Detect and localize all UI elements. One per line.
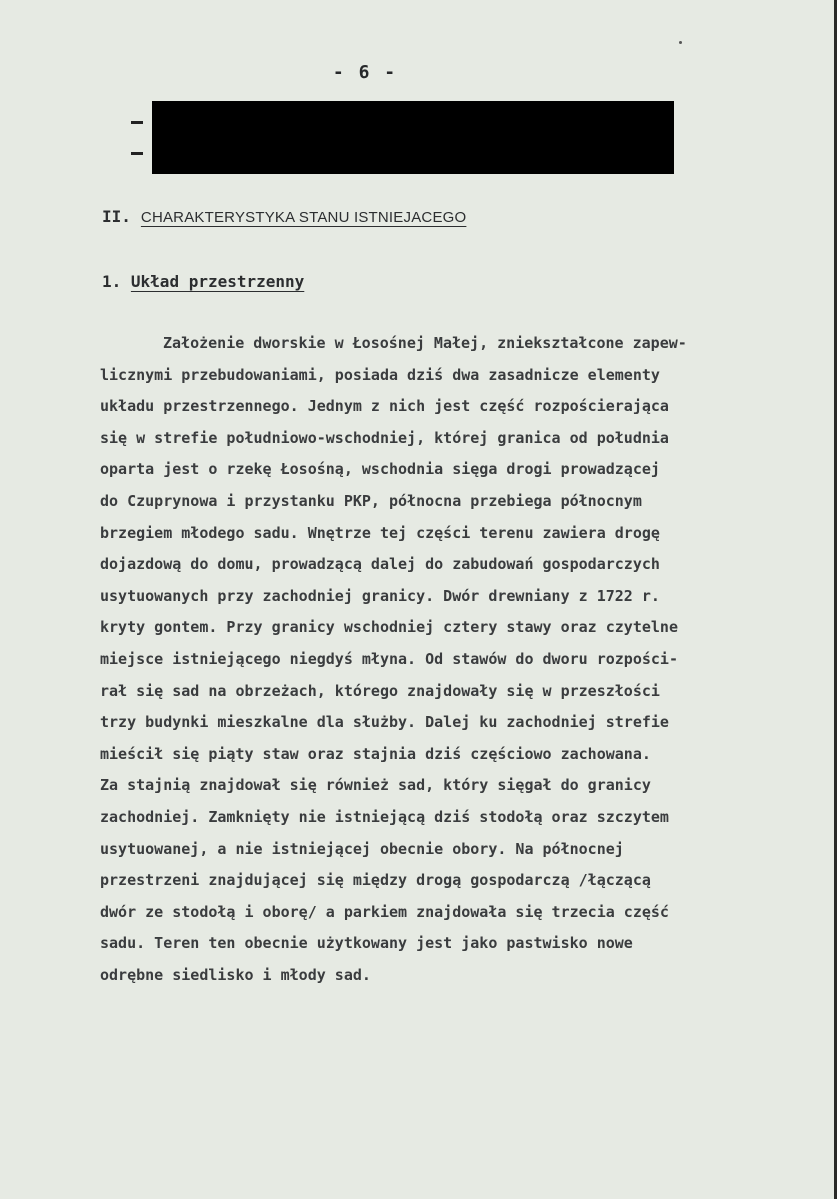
subsection-number: 1. xyxy=(102,272,122,291)
subsection-title: Układ przestrzenny xyxy=(130,272,305,291)
redacted-item-dash xyxy=(131,121,143,124)
section-title: CHARAKTERYSTYKA STANU ISTNIEJACEGO xyxy=(140,209,467,226)
section-heading xyxy=(102,207,466,226)
text-line: miejsce istniejącego niegdyś młyna. Od stawów do dworu rozpości- xyxy=(100,649,678,668)
text-line: mieścił się piąty staw oraz stajnia dziś częściowo zachowana. xyxy=(100,744,651,763)
text-line: sadu. Teren ten obecnie użytkowany jest jako pastwisko nowe xyxy=(100,934,633,953)
paper-speck xyxy=(679,41,682,44)
text-line: układu przestrzennego. Jednym z nich jest część rozpościerająca xyxy=(100,397,669,416)
text-line: usytuowanych przy zachodniej granicy. Dwór drewniany z 1722 r. xyxy=(100,586,660,605)
redacted-item-dash xyxy=(131,152,143,155)
text-line: kryty gontem. Przy granicy wschodniej cztery stawy oraz czytelne xyxy=(100,618,678,637)
text-line: dojazdową do domu, prowadzącą dalej do zabudowań gospodarczych xyxy=(100,555,660,574)
text-line: zachodniej. Zamknięty nie istniejącą dziś stodołą oraz szczytem xyxy=(100,807,669,826)
page-number: - 6 - xyxy=(332,62,398,83)
subsection-heading xyxy=(102,272,304,291)
text-line: rał się sad na obrzeżach, którego znajdowały się w przeszłości xyxy=(100,681,660,700)
body-paragraph xyxy=(100,328,800,991)
text-line: dwór ze stodołą i oborę/ a parkiem znajdowała się trzecia część xyxy=(100,902,669,921)
text-line: Za stajnią znajdował się również sad, który sięgał do granicy xyxy=(100,776,651,795)
text-line: licznymi przebudowaniami, posiada dziś dwa zasadnicze elementy xyxy=(100,365,660,384)
text-line: Założenie dworskie w Łosośnej Małej, zniekształcone zapew- xyxy=(163,334,687,352)
text-line: się w strefie południowo-wschodniej, której granica od południa xyxy=(100,428,669,447)
section-number: II. xyxy=(102,207,131,226)
redaction-bar xyxy=(152,101,674,174)
text-line: brzegiem młodego sadu. Wnętrze tej części terenu zawiera drogę xyxy=(100,523,660,542)
text-line: odrębne siedlisko i młody sad. xyxy=(100,965,371,984)
text-line: oparta jest o rzekę Łosośną, wschodnia sięga drogi prowadzącej xyxy=(100,460,660,479)
text-line: usytuowanej, a nie istniejącej obecnie obory. Na północnej xyxy=(100,839,624,858)
text-line: przestrzeni znajdującej się między drogą gospodarczą /łączącą xyxy=(100,871,651,890)
text-line: do Czuprynowa i przystanku PKP, północna przebiega północnym xyxy=(100,491,642,510)
text-line: trzy budynki mieszkalne dla służby. Dalej ku zachodniej strefie xyxy=(100,713,669,732)
